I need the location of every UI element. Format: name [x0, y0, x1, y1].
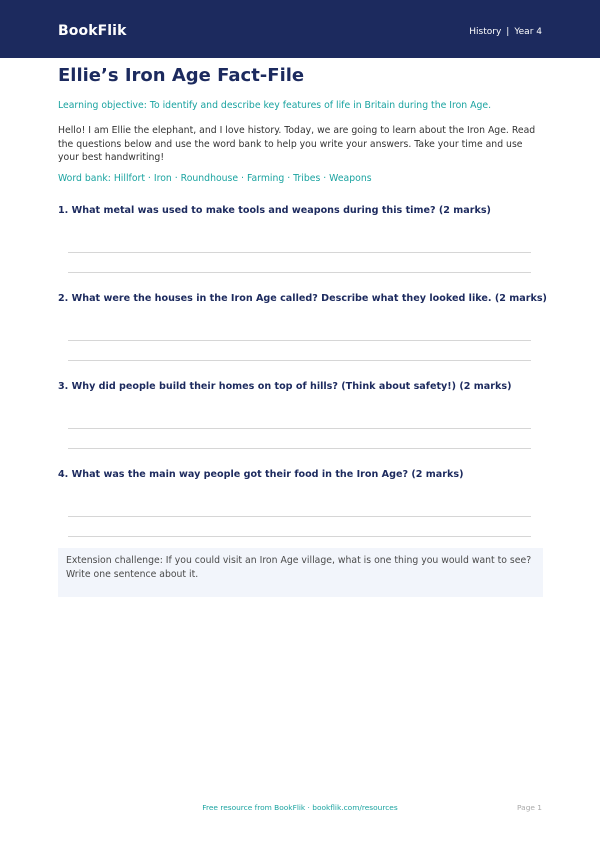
header-bar [0, 0, 600, 58]
year-label: Year 4 [514, 27, 542, 37]
question-3: 3. Why did people build their homes on top of hills? (Think about safety!) (2 marks) [58, 381, 512, 392]
learning-objective: Learning objective: To identify and describe key features of life in Britain during the Iron Age. [58, 100, 492, 111]
footer-credit[interactable]: Free resource from BookFlik · bookflik.com/resources [202, 803, 398, 812]
answer-line[interactable] [68, 272, 531, 273]
page-title: Ellie’s Iron Age Fact-File [58, 65, 305, 86]
extension-text: Extension challenge: If you could visit an Iron Age village, what is one thing you would want to see? Write one sentence about it. [66, 555, 532, 580]
answer-line[interactable] [68, 428, 531, 429]
question-2: 2. What were the houses in the Iron Age called? Describe what they looked like. (2 marks) [58, 293, 547, 304]
header-meta [469, 27, 542, 37]
answer-line[interactable] [68, 252, 531, 253]
answer-line[interactable] [68, 360, 531, 361]
brand-logo: BookFlik [58, 23, 127, 39]
answer-line[interactable] [68, 448, 531, 449]
answer-line[interactable] [68, 536, 531, 537]
page-number: Page 1 [517, 803, 542, 812]
intro-text: Hello! I am Ellie the elephant, and I love history. Today, we are going to learn about the Iron Age. Read the questions below and use the word bank to help you write your answers. Take your time and use your best handwriting! [58, 125, 536, 163]
question-1: 1. What metal was used to make tools and weapons during this time? (2 marks) [58, 205, 491, 216]
header-separator: | [506, 27, 510, 37]
extension-challenge [58, 548, 543, 597]
word-bank: Word bank: Hillfort · Iron · Roundhouse · Farming · Tribes · Weapons [58, 173, 372, 184]
question-4: 4. What was the main way people got their food in the Iron Age? (2 marks) [58, 469, 464, 480]
answer-line[interactable] [68, 340, 531, 341]
answer-line[interactable] [68, 516, 531, 517]
subject-label: History [469, 27, 502, 37]
